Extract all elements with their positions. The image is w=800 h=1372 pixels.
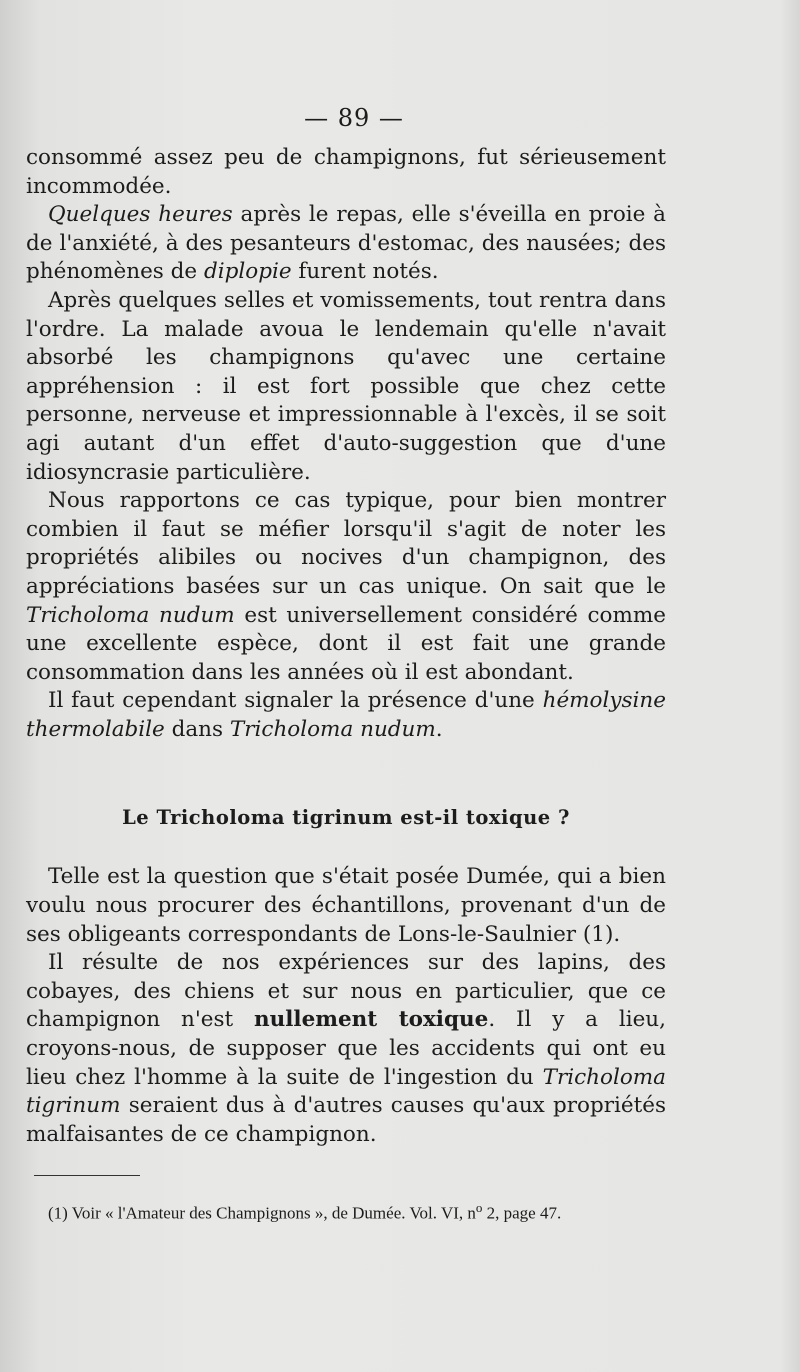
- paragraph-4-b: est universellement considéré comme une excellente espèce, dont il est fait une grande consommation dans les années où il est abondant.: [26, 602, 666, 685]
- paragraph-5: [26, 687, 666, 744]
- paragraph-6-text: Telle est la question que s'était posée Dumée, qui a bien voulu nous procurer des échantillons, provenant d'un de ses obligeants correspondants de Lons-le-Saulnier (1).: [26, 864, 666, 947]
- paragraph-7-b: . Il y a lieu, croyons-nous, de supposer que les accidents qui ont eu lieu chez l'homme à la suite de l'ingestion du: [26, 1007, 666, 1090]
- paragraph-3-text: Après quelques selles et vomissements, tout rentra dans l'ordre. La malade avoua le lendemain qu'elle n'avait absorbé les champignons qu'avec une certaine appréhension : il est fort possible que chez cette personne, nerveuse et impressionnable à l'excès, il se soit agi autant d'un effet d'auto-suggestion que d'une idiosyncrasie particulière.: [26, 287, 666, 485]
- footnote-tail: 2, page 47.: [482, 1204, 562, 1224]
- paragraph-7-a: Il résulte de nos expériences sur des lapins, des cobayes, des chiens et sur nous en particulier, que ce champignon n'est: [26, 950, 666, 1033]
- paragraph-6: [26, 863, 666, 949]
- paragraph-1: [26, 144, 666, 201]
- paragraph-4-a: Nous rapportons ce cas typique, pour bien montrer combien il faut se méfier lorsqu'il s'agit de noter les propriétés alibiles ou nocives d'un champignon, des appréciations basées sur un cas unique. On sait que le: [26, 488, 666, 599]
- paragraph-7: [26, 949, 666, 1149]
- paragraph-3: [26, 287, 666, 487]
- italic-diplopie: diplopie: [204, 259, 292, 285]
- page-content: [26, 104, 666, 1224]
- footnote-superscript: o: [475, 1200, 483, 1216]
- italic-tricholoma-nudum-2: Tricholoma nudum: [229, 716, 436, 742]
- section-heading: Le Tricholoma tigrinum est-il toxique ?: [122, 806, 570, 830]
- paragraph-2-mid: après le repas, elle s'éveilla en proie à de l'anxiété, à des pesanteurs d'estomac, des nausées; des phénomènes de: [26, 202, 666, 285]
- paragraph-5-c: .: [435, 716, 443, 742]
- paragraph-4: [26, 487, 666, 687]
- paragraph-7-c: seraient dus à d'autres causes qu'aux propriétés malfaisantes de ce champignon.: [26, 1093, 666, 1147]
- footnote-divider: [34, 1175, 140, 1176]
- paragraph-1-text: consommé assez peu de champignons, fut sérieusement incommodée.: [26, 145, 666, 199]
- paragraph-2-tail: furent notés.: [291, 259, 439, 285]
- bold-nullement-toxique: nullement toxique: [253, 1007, 489, 1033]
- italic-quelques-heures: Quelques heures: [48, 202, 233, 228]
- italic-tricholoma-nudum: Tricholoma nudum: [26, 602, 235, 628]
- italic-hemolysine: hémolysine thermolabile: [26, 688, 666, 742]
- paragraph-5-b: dans: [164, 716, 230, 742]
- paragraph-5-a: Il faut cependant signaler la présence d'une: [48, 688, 543, 714]
- footnote-text: Voir « l'Amateur des Champignons », de Dumée. Vol. VI, n: [67, 1204, 476, 1224]
- italic-tricholoma-tigrinum: Tricholoma tigrinum: [26, 1064, 666, 1119]
- footnote: [26, 1198, 666, 1224]
- footnote-marker: (1): [48, 1204, 68, 1224]
- page-number: — 89 —: [304, 104, 404, 132]
- paragraph-2: [26, 201, 666, 287]
